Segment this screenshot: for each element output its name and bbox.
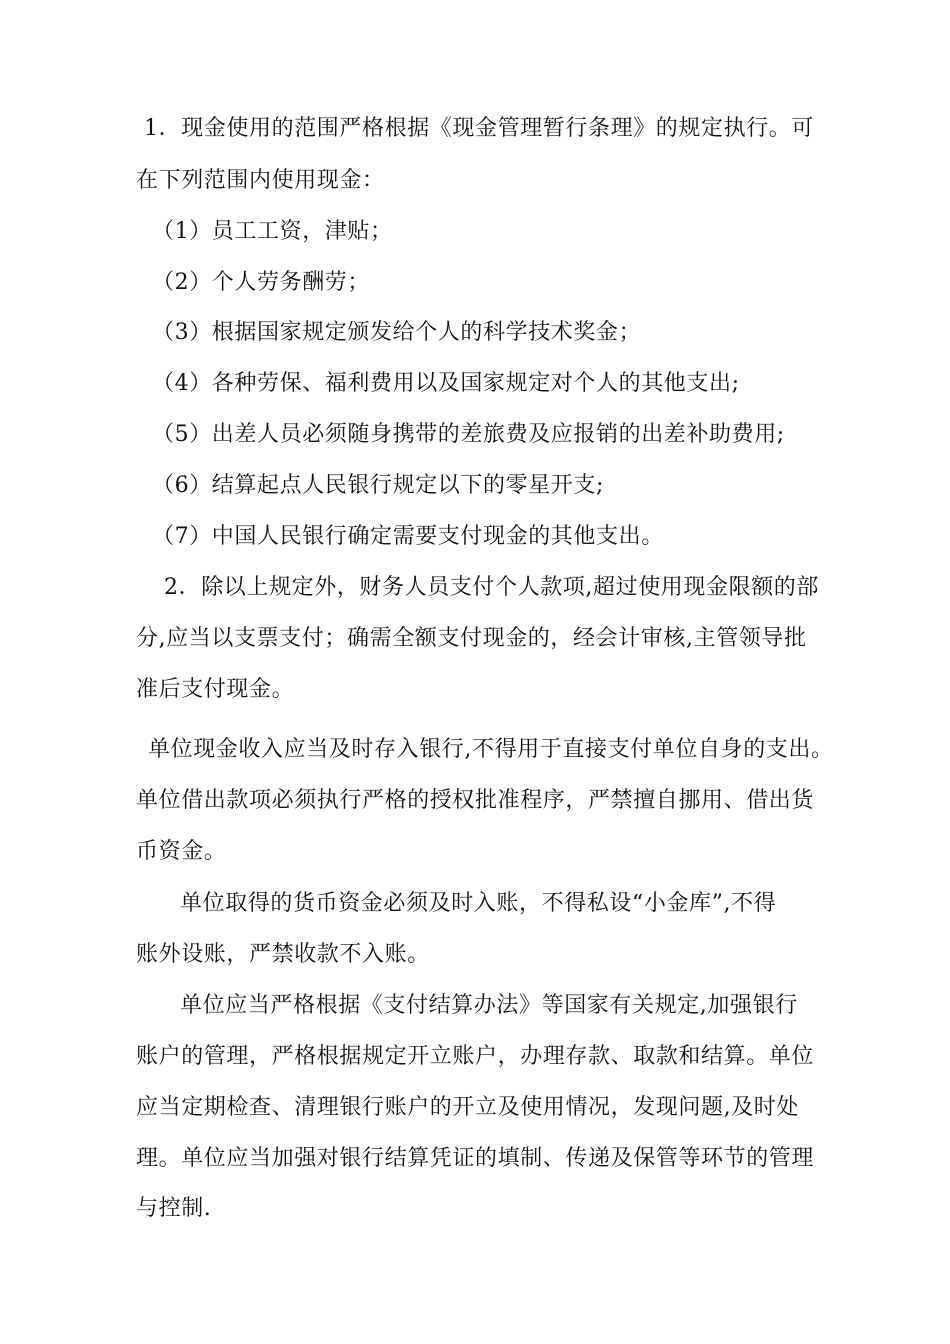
para-account-line-3: 应当定期检查、清理银行账户的开立及使用情况，发现问题,及时处 [136,1095,799,1120]
para-cashbox-line-2: 账外设账，严禁收款不入账。 [136,942,430,967]
para-account-line-5: 与控制. [136,1196,212,1221]
section1-line-2: 在下列范围内使用现金： [136,168,385,193]
list-item-4: （4）各种劳保、福利费用以及国家规定对个人的其他支出; [152,371,740,396]
list-item-7: （7）中国人民银行确定需要支付现金的其他支出。 [152,524,664,549]
para-account-line-2: 账户的管理，严格根据规定开立账户，办理存款、取款和结算。单位 [136,1044,815,1069]
section2-line-2: 分,应当以支票支付；确需全额支付现金的，经会计审核,主管领导批 [136,626,807,651]
section2-line-1: 2．除以上规定外，财务人员支付个人款项,超过使用现金限额的部 [164,575,819,600]
para-account-line-4: 理。单位应当加强对银行结算凭证的填制、传递及保管等环节的管理 [136,1146,815,1171]
list-item-1: （1）员工工资，津贴； [152,219,393,244]
para-deposit-line-1: 单位现金收入应当及时存入银行,不得用于直接支付单位自身的支出。 [148,737,834,762]
list-item-3: （3）根据国家规定颁发给个人的科学技术奖金； [152,320,642,345]
para-deposit-line-3: 币资金。 [136,839,227,864]
para-deposit-line-2: 单位借出款项必须执行严格的授权批准程序，严禁擅自挪用、借出货 [136,788,815,813]
list-item-2: （2）个人劳务酬劳； [152,270,370,295]
para-cashbox-line-1: 单位取得的货币资金必须及时入账，不得私设“小金库”,不得 [180,891,777,916]
section2-line-3: 准后支付现金。 [136,677,295,702]
list-item-6: （6）结算起点人民银行规定以下的零星开支; [152,473,605,498]
section1-line-1: 1．现金使用的范围严格根据《现金管理暂行条理》的规定执行。可 [144,116,814,141]
para-account-line-1: 单位应当严格根据《支付结算办法》等国家有关规定,加强银行 [180,993,798,1018]
list-item-5: （5）出差人员必须随身携带的差旅费及应报销的出差补助费用; [152,422,785,447]
